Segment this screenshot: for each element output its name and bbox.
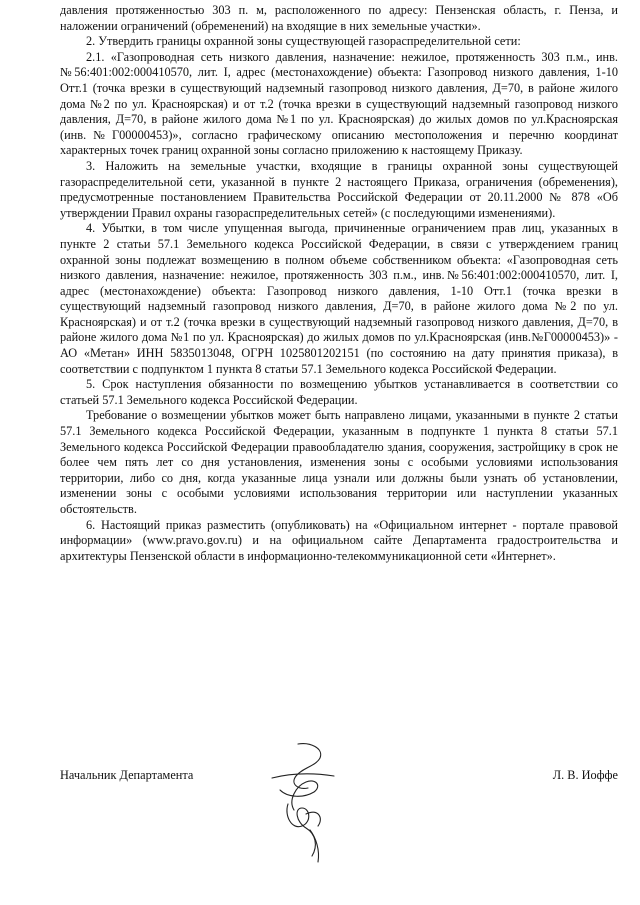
paragraph-5: 5. Срок наступления обязанности по возмещению убытков устанавливается в соответствии со статьей 57.1 Земельного кодекса Российской Федерации. [60, 377, 618, 407]
paragraph-6: 6. Настоящий приказ разместить (опубликовать) на «Официальном интернет - портале правовой информации» (www.pravo.gov.ru) и на официальном сайте Департамента градостроительства и архитектуры Пензенской области в информационно-телекоммуникационной сети «Интернет». [60, 517, 618, 563]
paragraph-intro-continuation: давления протяженностью 303 п. м, расположенного по адресу: Пензенская область, г. Пенза, и наложении ограничений (обременений) на входящие в них земельные участки». [60, 3, 618, 33]
handwritten-signature [258, 738, 348, 868]
paragraph-5-requirement: Требование о возмещении убытков может быть направлено лицами, указанными в пункте 2 статьи 57.1 Земельного кодекса Российской Федерации, указанным в подпункте 1 пункта 8 статьи 57.1 Земельного кодекса Российской Федерации правообладателю здания, сооружения, застройщику в срок не более чем пять лет со дня установления, изменения зоны с особыми условиями использования территории, либо со дня, когда указанные лица узнали или должны были узнать об установлении, изменении зоны с особыми условиями использования территории или наступлении указанных обстоятельств. [60, 408, 618, 516]
paragraph-2-1: 2.1. «Газопроводная сеть низкого давления, назначение: нежилое, протяженность 303 п.м., инв.№56:401:002:000410570, лит. I, адрес (местонахождение) объекта: Газопровод низкого давления, 1-10 Отт.1 (точка врезки в существующий надземный газопровод низкого давления, Д=70, в районе жилого дома №2 по ул. Красноярская) и от т.2 (точка врезки в существующий надземный газопровод низкого давления, Д=70, в районе жилого дома №1 по ул. Красноярская) до жилых домов по ул.Красноярская (инв.№Г00000453)», согласно графическому описанию местоположения и перечню координат характерных точек границ охранной зоны согласно приложению к настоящему Приказу. [60, 49, 618, 158]
document-body [60, 3, 618, 564]
paragraph-3: 3. Наложить на земельные участки, входящие в границы охранной зоны существующей газораспределительной сети, указанной в пункте 2 настоящего Приказа, ограничения (обременения), предусмотренные постановлением Правительства Российской Федерации от 20.11.2000 № 878 «Об утверждении Правил охраны газораспределительных сетей» (с последующими изменениями). [60, 158, 618, 220]
paragraph-2: 2. Утвердить границы охранной зоны существующей газораспределительной сети: [86, 34, 521, 49]
paragraph-4: 4. Убытки, в том числе упущенная выгода, причиненные ограничением прав лиц, указанных в пункте 2 статьи 57.1 Земельного кодекса Российской Федерации, в связи с утверждением границ охранной зоны подлежат возмещению в полном объеме собственником объекта: «Газопроводная сеть низкого давления, назначение: нежилое, протяженность 303 п.м., инв.№56:401:002:000410570, лит. I, адрес (местонахождение) объекта: Газопровод низкого давления, 1-10 Отт.1 (точка врезки в существующий надземный газопровод низкого давления, Д=70, в районе жилого дома №2 по ул. Красноярская) и от т.2 (точка врезки в существующий надземный газопровод низкого давления, Д=70, в районе жилого дома №1 по ул. Красноярская) до жилых домов по ул.Красноярская (инв.№Г00000453)» - АО «Метан» ИНН 5835013048, ОГРН 1025801202151 (по состоянию на дату принятия приказа), в соответствии с подпунктом 1 пункта 8 статьи 57.1 Земельного кодекса Российской Федерации. [60, 221, 618, 376]
signatory-name: Л. В. Иоффе [552, 768, 618, 782]
signatory-title: Начальник Департамента [60, 768, 194, 782]
